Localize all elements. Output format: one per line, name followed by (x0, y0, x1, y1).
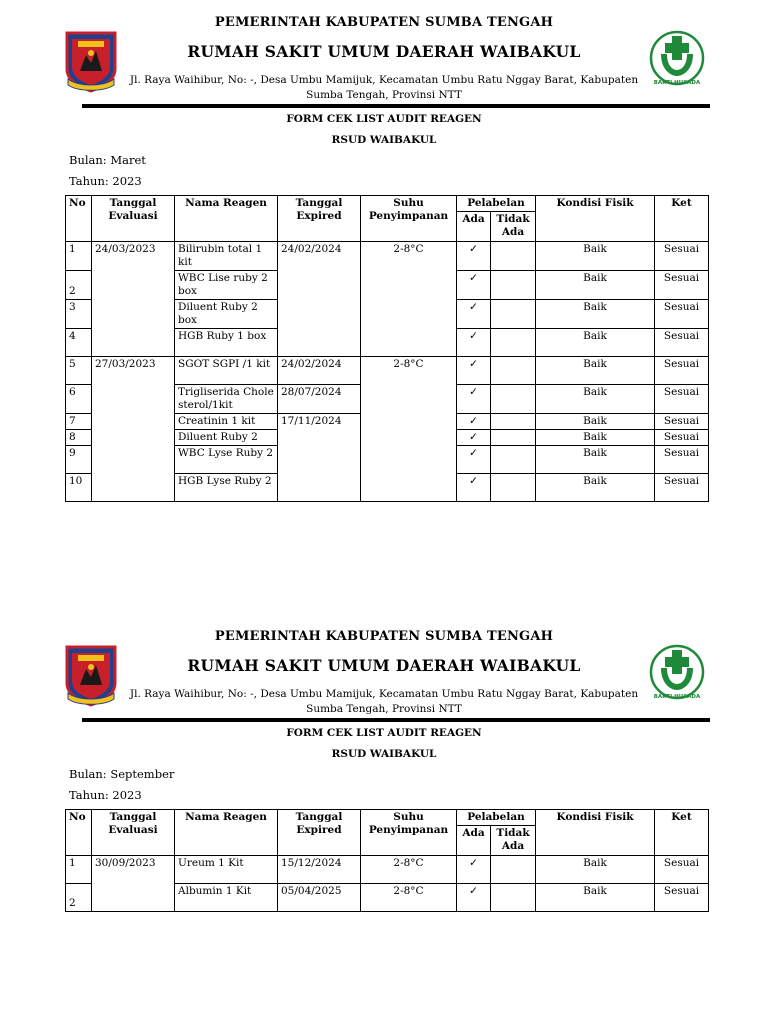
col-header-no: No (66, 196, 92, 242)
row-nama-reagen: Trigliserida Cholesterol/1kit (175, 385, 278, 414)
col-header-no: No (66, 810, 92, 856)
row-kondisi: Baik (536, 271, 655, 300)
row-kondisi: Baik (536, 856, 655, 884)
row-suhu: 2-8°C (361, 856, 457, 884)
row-kondisi: Baik (536, 430, 655, 446)
row-kondisi: Baik (536, 329, 655, 357)
row-tidak-ada (491, 856, 536, 884)
hospital-address (120, 73, 648, 103)
table-row (66, 856, 709, 884)
row-no: 8 (66, 430, 92, 446)
row-ket: Sesuai (655, 430, 709, 446)
row-ket: Sesuai (655, 329, 709, 357)
row-kondisi: Baik (536, 474, 655, 502)
row-tanggal-expired: 15/12/2024 (278, 856, 361, 884)
regency-coat-of-arms-logo (64, 29, 118, 93)
row-nama-reagen: Bilirubin total 1 kit (175, 242, 278, 271)
row-ada-check: ✓ (457, 474, 491, 502)
bakti-husada-text: BAKTI HUSADA (653, 694, 701, 700)
hospital-name: RUMAH SAKIT UMUM DAERAH WAIBAKUL (187, 656, 581, 675)
col-header-tanggal-evaluasi: Tanggal Evaluasi (92, 810, 175, 856)
row-ada-check: ✓ (457, 385, 491, 414)
form-subtitle: RSUD WAIBAKUL (331, 748, 437, 760)
row-ada-check: ✓ (457, 357, 491, 385)
row-nama-reagen: Diluent Ruby 2 box (175, 300, 278, 329)
row-nama-reagen: Creatinin 1 kit (175, 414, 278, 430)
month-label: Bulan: Maret (69, 153, 146, 167)
row-ada-check: ✓ (457, 414, 491, 430)
row-tanggal-expired: 05/04/2025 (278, 884, 361, 912)
row-tidak-ada (491, 242, 536, 271)
row-nama-reagen: HGB Ruby 1 box (175, 329, 278, 357)
row-ada-check: ✓ (457, 884, 491, 912)
row-suhu: 2-8°C (361, 884, 457, 912)
col-header-tidak-ada: Tidak Ada (491, 826, 536, 856)
address-line-2: Sumba Tengah, Provinsi NTT (306, 703, 462, 715)
row-tidak-ada (491, 271, 536, 300)
row-nama-reagen: Diluent Ruby 2 (175, 430, 278, 446)
col-header-tanggal-expired: Tanggal Expired (278, 810, 361, 856)
row-kondisi: Baik (536, 385, 655, 414)
row-no: 2 (66, 884, 92, 912)
col-header-tanggal-evaluasi: Tanggal Evaluasi (92, 196, 175, 242)
table-row (66, 357, 709, 385)
row-nama-reagen: HGB Lyse Ruby 2 (175, 474, 278, 502)
row-tidak-ada (491, 300, 536, 329)
row-tidak-ada (491, 430, 536, 446)
hospital-name: RUMAH SAKIT UMUM DAERAH WAIBAKUL (187, 42, 581, 61)
government-title: PEMERINTAH KABUPATEN SUMBA TENGAH (214, 629, 554, 644)
row-tidak-ada (491, 474, 536, 502)
col-header-tanggal-expired: Tanggal Expired (278, 196, 361, 242)
group-suhu: 2-8°C (361, 357, 457, 502)
row-kondisi: Baik (536, 414, 655, 430)
address-line-2: Sumba Tengah, Provinsi NTT (306, 89, 462, 101)
row-kondisi: Baik (536, 357, 655, 385)
row-tidak-ada (491, 385, 536, 414)
row-ket: Sesuai (655, 242, 709, 271)
form-title: FORM CEK LIST AUDIT REAGEN (286, 727, 482, 739)
row-ada-check: ✓ (457, 430, 491, 446)
year-label: Tahun: 2023 (69, 174, 142, 188)
table-row (66, 242, 709, 271)
row-ket: Sesuai (655, 300, 709, 329)
row-nama-reagen: WBC Lise ruby 2 box (175, 271, 278, 300)
col-header-ada: Ada (457, 212, 491, 242)
address-line-1: Jl. Raya Waihibur, No: -, Desa Umbu Mamijuk, Kecamatan Umbu Ratu Nggay Barat, Kabupaten (129, 688, 639, 700)
form-subtitle: RSUD WAIBAKUL (331, 134, 437, 146)
col-header-suhu: Suhu Penyimpanan (361, 810, 457, 856)
row-ket: Sesuai (655, 446, 709, 474)
col-header-pelabelan: Pelabelan (457, 196, 536, 212)
row-tanggal-expired: 17/11/2024 (278, 414, 361, 502)
header-divider (82, 104, 710, 108)
audit-table-march (65, 195, 709, 502)
group-suhu: 2-8°C (361, 242, 457, 357)
row-nama-reagen: SGOT SGPI /1 kit (175, 357, 278, 385)
bakti-husada-logo (649, 26, 705, 90)
col-header-suhu: Suhu Penyimpanan (361, 196, 457, 242)
row-nama-reagen: Ureum 1 Kit (175, 856, 278, 884)
row-kondisi: Baik (536, 884, 655, 912)
row-ket: Sesuai (655, 414, 709, 430)
row-tidak-ada (491, 329, 536, 357)
row-no: 9 (66, 446, 92, 474)
bakti-husada-text: BAKTI HUSADA (653, 80, 701, 86)
col-header-pelabelan: Pelabelan (457, 810, 536, 826)
row-no: 4 (66, 329, 92, 357)
bakti-husada-logo (649, 640, 705, 704)
row-ket: Sesuai (655, 884, 709, 912)
row-nama-reagen: WBC Lyse Ruby 2 (175, 446, 278, 474)
col-header-tidak-ada: Tidak Ada (491, 212, 536, 242)
row-kondisi: Baik (536, 300, 655, 329)
row-no: 10 (66, 474, 92, 502)
group-tanggal-expired: 24/02/2024 (278, 242, 361, 357)
col-header-nama-reagen: Nama Reagen (175, 810, 278, 856)
row-ada-check: ✓ (457, 300, 491, 329)
row-no: 3 (66, 300, 92, 329)
row-no: 5 (66, 357, 92, 385)
hospital-address (120, 687, 648, 717)
row-tidak-ada (491, 446, 536, 474)
col-header-nama-reagen: Nama Reagen (175, 196, 278, 242)
government-title: PEMERINTAH KABUPATEN SUMBA TENGAH (214, 15, 554, 30)
row-ket: Sesuai (655, 357, 709, 385)
row-nama-reagen: Albumin 1 Kit (175, 884, 278, 912)
row-no: 2 (66, 271, 92, 300)
row-tidak-ada (491, 414, 536, 430)
form-title: FORM CEK LIST AUDIT REAGEN (286, 113, 482, 125)
col-header-ket: Ket (655, 810, 709, 856)
audit-table-september (65, 809, 709, 912)
row-ada-check: ✓ (457, 446, 491, 474)
row-no: 1 (66, 856, 92, 884)
row-tanggal-expired: 24/02/2024 (278, 357, 361, 385)
address-line-1: Jl. Raya Waihibur, No: -, Desa Umbu Mamijuk, Kecamatan Umbu Ratu Nggay Barat, Kabupaten (129, 74, 639, 86)
row-no: 7 (66, 414, 92, 430)
row-kondisi: Baik (536, 242, 655, 271)
regency-coat-of-arms-logo (64, 643, 118, 707)
col-header-kondisi: Kondisi Fisik (536, 810, 655, 856)
row-ket: Sesuai (655, 856, 709, 884)
col-header-kondisi: Kondisi Fisik (536, 196, 655, 242)
row-ada-check: ✓ (457, 856, 491, 884)
row-tidak-ada (491, 884, 536, 912)
row-no: 6 (66, 385, 92, 414)
header-divider (82, 718, 710, 722)
group-tanggal-evaluasi: 24/03/2023 (92, 242, 175, 357)
col-header-ket: Ket (655, 196, 709, 242)
row-ket: Sesuai (655, 474, 709, 502)
row-ada-check: ✓ (457, 242, 491, 271)
row-ket: Sesuai (655, 385, 709, 414)
month-label: Bulan: September (69, 767, 175, 781)
row-ada-check: ✓ (457, 271, 491, 300)
row-tidak-ada (491, 357, 536, 385)
group-tanggal-evaluasi: 30/09/2023 (92, 856, 175, 912)
year-label: Tahun: 2023 (69, 788, 142, 802)
row-ket: Sesuai (655, 271, 709, 300)
row-ada-check: ✓ (457, 329, 491, 357)
col-header-ada: Ada (457, 826, 491, 856)
row-no: 1 (66, 242, 92, 271)
group-tanggal-evaluasi: 27/03/2023 (92, 357, 175, 502)
row-kondisi: Baik (536, 446, 655, 474)
row-tanggal-expired: 28/07/2024 (278, 385, 361, 414)
